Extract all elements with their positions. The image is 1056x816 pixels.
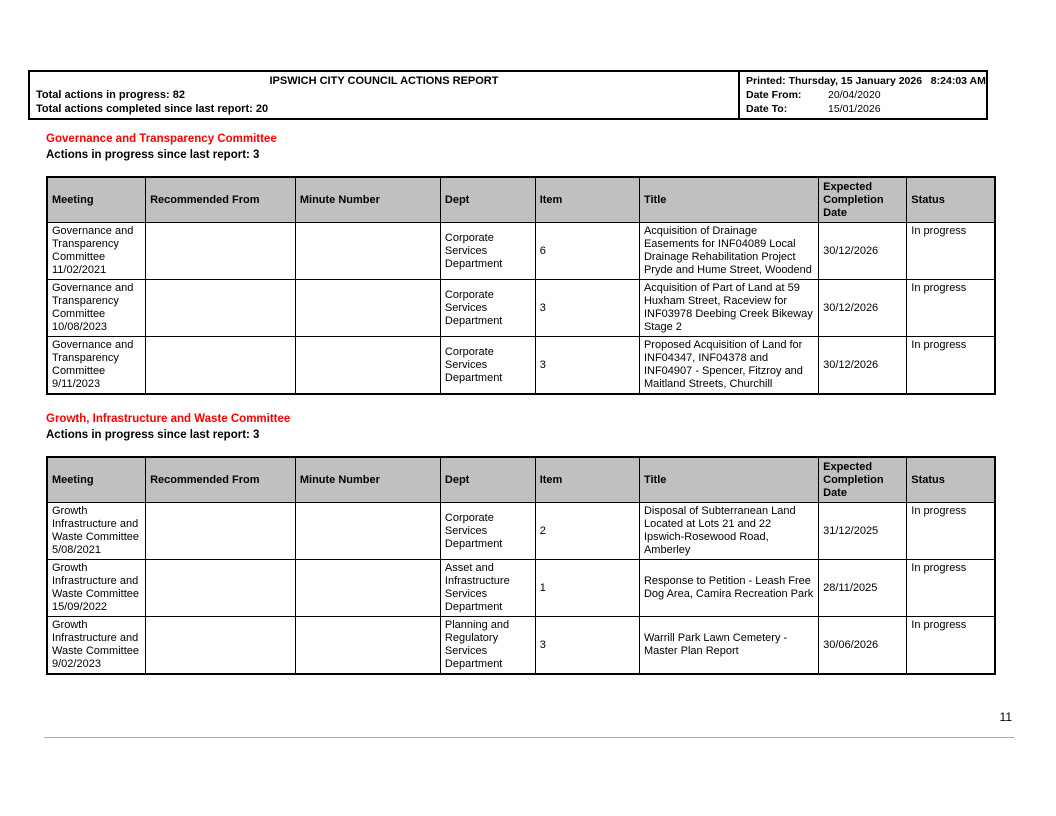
meeting-name: Governance and Transparency Committee <box>52 282 134 320</box>
recommended-from-cell <box>146 337 296 395</box>
section-governance <box>46 132 996 395</box>
expected-date-cell: 31/12/2025 <box>819 503 907 560</box>
date-from-label: Date From: <box>746 89 802 101</box>
column-header-item: Item <box>535 177 639 223</box>
title-cell: Acquisition of Drainage Easements for INF04089 Local Drainage Rehabilitation Project Pryde and Hume Street, Woodend <box>639 223 818 280</box>
column-header-meeting: Meeting <box>47 457 146 503</box>
table-row <box>47 560 995 617</box>
section-subheading: Actions in progress since last report: 3 <box>46 429 260 441</box>
item-cell: 3 <box>535 617 639 675</box>
column-header-dept: Dept <box>440 457 535 503</box>
column-header-expected-completion-date: Expected Completion Date <box>819 177 907 223</box>
status-cell: In progress <box>907 280 995 337</box>
expected-date-cell: 30/12/2026 <box>819 280 907 337</box>
total-in-progress: Total actions in progress: 82 <box>36 89 185 101</box>
status-cell: In progress <box>907 337 995 395</box>
recommended-from-cell <box>146 223 296 280</box>
minute-number-cell <box>295 223 440 280</box>
table-row <box>47 503 995 560</box>
column-header-recommended-from: Recommended From <box>146 457 296 503</box>
printed-row <box>746 74 986 88</box>
actions-table-governance <box>46 176 996 395</box>
title-cell: Acquisition of Part of Land at 59 Huxham Street, Raceview for INF03978 Deebing Creek Bikeway Stage 2 <box>639 280 818 337</box>
meeting-name: Growth Infrastructure and Waste Committee <box>52 619 140 657</box>
minute-number-cell <box>295 560 440 617</box>
date-to-label: Date To: <box>746 103 788 115</box>
expected-date-cell: 30/06/2026 <box>819 617 907 675</box>
section-subheading: Actions in progress since last report: 3 <box>46 149 260 161</box>
table-row <box>47 280 995 337</box>
meeting-name: Governance and Transparency Committee <box>52 225 134 263</box>
expected-date-cell: 28/11/2025 <box>819 560 907 617</box>
item-cell: 3 <box>535 337 639 395</box>
dept-cell: Planning and Regulatory Services Department <box>440 617 535 675</box>
meeting-cell <box>47 617 146 675</box>
column-header-recommended-from: Recommended From <box>146 177 296 223</box>
printed-value: Thursday, 15 January 2026 8:24:03 AM <box>788 75 986 87</box>
column-header-meeting: Meeting <box>47 177 146 223</box>
recommended-from-cell <box>146 560 296 617</box>
recommended-from-cell <box>146 503 296 560</box>
column-header-expected-completion-date: Expected Completion Date <box>819 457 907 503</box>
table-header-row <box>47 177 995 223</box>
status-cell: In progress <box>907 617 995 675</box>
item-cell: 2 <box>535 503 639 560</box>
column-header-title: Title <box>639 457 818 503</box>
dept-cell: Corporate Services Department <box>440 223 535 280</box>
item-cell: 6 <box>535 223 639 280</box>
table-header-row <box>47 457 995 503</box>
section-heading: Governance and Transparency Committee <box>46 133 277 145</box>
expected-date-cell: 30/12/2026 <box>819 337 907 395</box>
report-header <box>28 70 988 120</box>
dept-cell: Corporate Services Department <box>440 503 535 560</box>
dept-cell: Corporate Services Department <box>440 337 535 395</box>
column-header-minute-number: Minute Number <box>295 177 440 223</box>
meeting-date: 5/08/2021 <box>52 544 101 556</box>
recommended-from-cell <box>146 617 296 675</box>
meeting-cell <box>47 503 146 560</box>
column-header-status: Status <box>907 177 995 223</box>
title-cell: Proposed Acquisition of Land for INF04347, INF04378 and INF04907 - Spencer, Fitzroy and Maitland Streets, Churchill <box>639 337 818 395</box>
footer-rule <box>44 737 1014 738</box>
meeting-cell <box>47 560 146 617</box>
column-header-dept: Dept <box>440 177 535 223</box>
date-to-value: 15/01/2026 <box>828 103 881 115</box>
meeting-date: 9/02/2023 <box>52 658 101 670</box>
title-cell: Warrill Park Lawn Cemetery - Master Plan Report <box>639 617 818 675</box>
meeting-date: 9/11/2023 <box>52 378 101 390</box>
report-header-left <box>30 72 738 118</box>
table-row <box>47 337 995 395</box>
meeting-name: Growth Infrastructure and Waste Committee <box>52 505 140 543</box>
total-completed: Total actions completed since last report: 20 <box>36 103 269 115</box>
minute-number-cell <box>295 617 440 675</box>
minute-number-cell <box>295 280 440 337</box>
column-header-minute-number: Minute Number <box>295 457 440 503</box>
minute-number-cell <box>295 503 440 560</box>
date-from-value: 20/04/2020 <box>828 89 881 101</box>
meeting-name: Governance and Transparency Committee <box>52 339 134 377</box>
meeting-date: 10/08/2023 <box>52 321 108 333</box>
column-header-title: Title <box>639 177 818 223</box>
print-info-box <box>738 72 986 118</box>
minute-number-cell <box>295 337 440 395</box>
expected-date-cell: 30/12/2026 <box>819 223 907 280</box>
meeting-cell <box>47 223 146 280</box>
table-row <box>47 617 995 675</box>
title-cell: Disposal of Subterranean Land Located at Lots 21 and 22 Ipswich-Rosewood Road, Amberley <box>639 503 818 560</box>
column-header-item: Item <box>535 457 639 503</box>
dept-cell: Corporate Services Department <box>440 280 535 337</box>
meeting-date: 11/02/2021 <box>52 264 107 276</box>
meeting-cell <box>47 280 146 337</box>
item-cell: 3 <box>535 280 639 337</box>
meeting-cell <box>47 337 146 395</box>
section-growth-infrastructure-waste <box>46 412 996 675</box>
status-cell: In progress <box>907 560 995 617</box>
item-cell: 1 <box>535 560 639 617</box>
date-to-row <box>746 102 980 116</box>
actions-table-growth <box>46 456 996 675</box>
meeting-name: Growth Infrastructure and Waste Committee <box>52 562 140 600</box>
meeting-date: 15/09/2022 <box>52 601 108 613</box>
report-title: IPSWICH CITY COUNCIL ACTIONS REPORT <box>269 75 499 87</box>
dept-cell: Asset and Infrastructure Services Department <box>440 560 535 617</box>
date-from-row <box>746 88 980 102</box>
page-number: 11 <box>999 710 1012 724</box>
table-row <box>47 223 995 280</box>
status-cell: In progress <box>907 223 995 280</box>
column-header-status: Status <box>907 457 995 503</box>
section-heading: Growth, Infrastructure and Waste Committee <box>46 413 291 425</box>
recommended-from-cell <box>146 280 296 337</box>
title-cell: Response to Petition - Leash Free Dog Area, Camira Recreation Park <box>639 560 818 617</box>
status-cell: In progress <box>907 503 995 560</box>
printed-label: Printed: <box>746 75 786 87</box>
